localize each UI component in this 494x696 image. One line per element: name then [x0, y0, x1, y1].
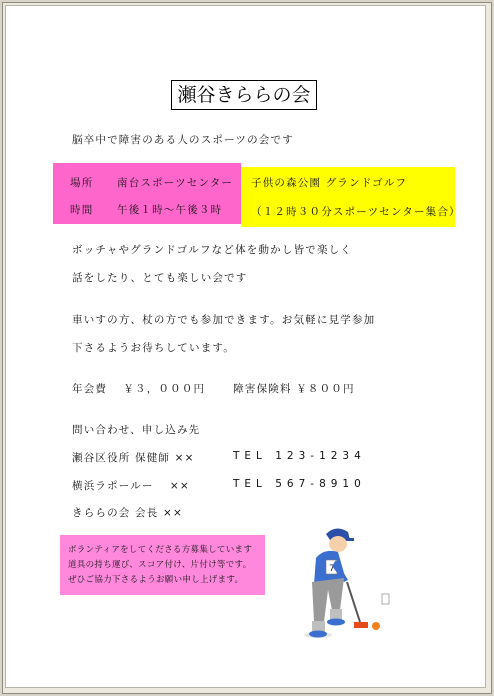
body-line-1: ボッチャやグランドゴルフなど体を動かし皆で楽しく [72, 244, 353, 256]
svg-text:7: 7 [329, 564, 335, 574]
place-value: 南台スポーツセンター [117, 177, 234, 189]
subtitle: 脳卒中で障害のある人のスポーツの会です [72, 134, 294, 146]
contact-name-3: きららの会 会長 ×× [72, 507, 183, 519]
contact-name-1: 瀬谷区役所 保健師 ×× [72, 452, 195, 464]
alt-place: 子供の森公園 グランドゴルフ [251, 177, 408, 189]
alt-note: （１２時３０分スポーツセンター集合） [251, 206, 461, 218]
body-line-2: 話をしたり、とても楽しい会です [72, 272, 248, 284]
body-line-3: 車いすの方、杖の方でも参加できます。お気軽に見学参加 [72, 314, 376, 326]
fee-line: 年会費 ￥３，０００円 障害保険料 ￥８００円 [72, 383, 355, 395]
body-line-4: 下さるようお待ちしています。 [72, 342, 235, 354]
contact-name-2: 横浜ラポールー ×× [72, 480, 190, 492]
time-value: 午後１時〜午後３時 [117, 204, 223, 216]
contact-phone-2: TEL 567-8910 [233, 478, 366, 490]
time-label: 時間 [70, 204, 94, 216]
volunteer-note-line-2: 道具の持ち運び、スコア付け、片付け等です。 [68, 560, 252, 570]
place-label: 場所 [70, 177, 94, 189]
page-title: 瀬谷きららの会 [171, 80, 317, 110]
golfer-illustration [290, 522, 405, 642]
volunteer-note-line-3: ぜひご協力下さるようお願い申し上げます。 [68, 575, 244, 585]
contact-heading: 問い合わせ、申し込み先 [72, 424, 201, 436]
contact-phone-1: TEL 123-1234 [233, 450, 366, 462]
volunteer-note-line-1: ボランティアをしてくださる方募集しています [68, 545, 253, 555]
